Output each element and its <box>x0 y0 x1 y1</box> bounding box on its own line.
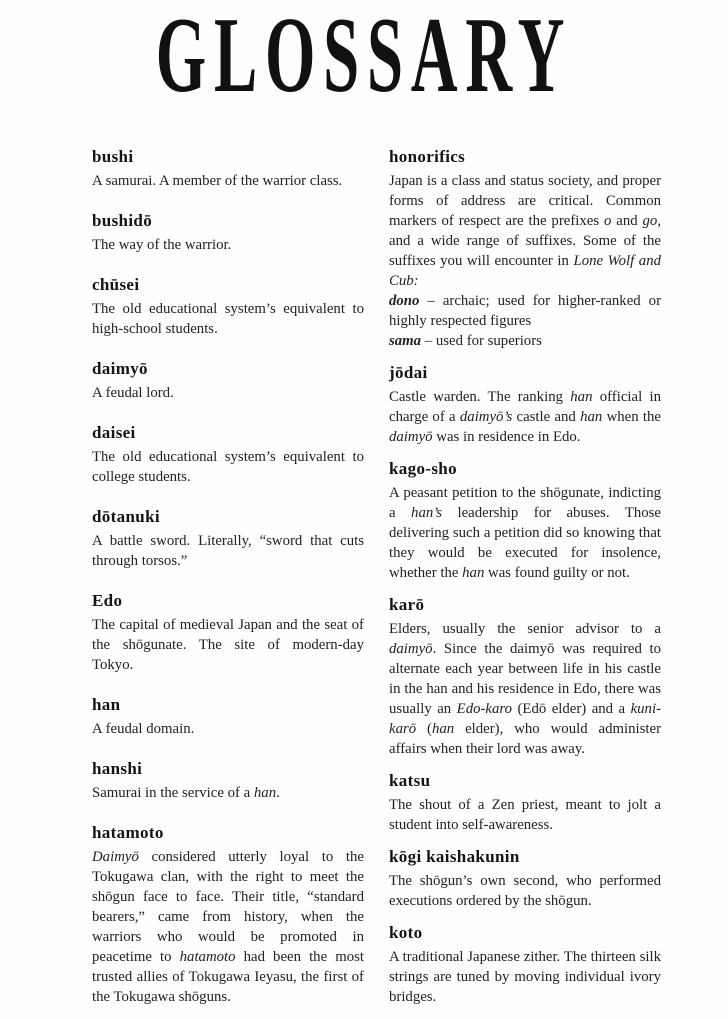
glossary-entry <box>389 146 661 351</box>
glossary-entry <box>92 822 364 1007</box>
glossary-definition <box>389 387 661 447</box>
glossary-definition <box>389 483 661 583</box>
glossary-definition <box>389 291 661 331</box>
glossary-term: hatamoto <box>92 823 164 842</box>
glossary-term: hanshi <box>92 759 143 778</box>
text-run: han <box>570 389 593 405</box>
glossary-entry <box>389 594 661 759</box>
text-run: considered utterly loyal to the Tokugawa clan, with the right to meet the shōgun face to face. Their title, “standard bearers,” came from history, when the warriors who would be promoted in peacetime to <box>92 849 364 965</box>
text-run: was in residence in Edo. <box>432 429 581 445</box>
glossary-definition <box>389 947 661 1007</box>
glossary-term: katsu <box>389 771 431 790</box>
glossary-definition <box>92 531 364 571</box>
glossary-term: dōtanuki <box>92 507 160 526</box>
text-run: when the <box>602 409 661 425</box>
text-run: official in charge of a <box>389 389 661 425</box>
glossary-term: bushidō <box>92 211 153 230</box>
text-run: Japan is a class and status society, and proper forms of address are critical. Common markers of respect are the prefixes <box>389 173 661 229</box>
glossary-term: kago-sho <box>389 459 457 478</box>
glossary-term: kōgi kaishakunin <box>389 847 520 866</box>
glossary-entry <box>389 770 661 835</box>
glossary-term: honorifics <box>389 147 466 166</box>
glossary-term: karō <box>389 595 425 614</box>
text-run: go <box>642 213 658 229</box>
text-run: A samurai. A member of the warrior class. <box>92 173 343 189</box>
glossary-entry <box>389 458 661 583</box>
glossary-entry <box>92 422 364 487</box>
glossary-term: chūsei <box>92 275 140 294</box>
glossary-definition <box>92 847 364 1007</box>
text-run: Elders, usually the senior advisor to a <box>389 621 661 637</box>
text-run: A battle sword. Literally, “sword that cuts through torsos.” <box>92 533 364 569</box>
text-run: The old educational system’s equivalent to college students. <box>92 449 364 485</box>
text-run: o <box>603 213 612 229</box>
text-run: hatamoto <box>179 949 236 965</box>
text-run: sama <box>389 333 422 349</box>
glossary-term: daimyō <box>92 359 148 378</box>
glossary-term: bushi <box>92 147 134 166</box>
glossary-definition <box>92 299 364 339</box>
text-run: had been the most trusted allies of Tokugawa Ieyasu, the first of the Tokugawa shōguns. <box>92 949 364 1005</box>
glossary-definition <box>389 795 661 835</box>
text-run: The capital of medieval Japan and the seat of the shōgunate. The site of modern-day Tokyo. <box>92 617 364 673</box>
text-run: and <box>611 213 643 229</box>
glossary-definition <box>389 171 661 291</box>
glossary-column-right <box>389 146 661 1019</box>
text-run: The old educational system’s equivalent to high-school students. <box>92 301 364 337</box>
glossary-term: Edo <box>92 591 123 610</box>
text-run: han’s <box>411 505 443 521</box>
text-run: han <box>462 565 485 581</box>
glossary-term: jōdai <box>389 363 428 382</box>
text-run: daimyō <box>389 641 433 657</box>
page-title: GLOSSARY <box>155 0 573 115</box>
glossary-columns <box>92 146 662 1019</box>
glossary-definition <box>92 383 364 403</box>
glossary-definition <box>92 447 364 487</box>
text-run: . <box>276 785 280 801</box>
page-header <box>0 0 728 115</box>
glossary-entry <box>92 274 364 339</box>
text-run: daimyō’s <box>459 409 513 425</box>
text-run: – used for superiors <box>421 333 542 349</box>
glossary-definition <box>92 783 364 803</box>
text-run: ( <box>416 721 432 737</box>
text-run: han <box>580 409 603 425</box>
glossary-entry <box>92 358 364 403</box>
glossary-entry <box>92 590 364 675</box>
glossary-entry <box>389 362 661 447</box>
text-run: han <box>253 785 277 801</box>
text-run: The way of the warrior. <box>92 237 232 253</box>
glossary-definition <box>389 871 661 911</box>
glossary-entry <box>92 694 364 739</box>
text-run: A peasant petition to the shōgunate, indicting a <box>389 485 661 521</box>
text-run: leadership for abuses. Those delivering such a petition did so knowing that they would be executed for insolence, whether the <box>389 505 661 581</box>
text-run: A feudal domain. <box>92 721 195 737</box>
glossary-term: han <box>92 695 121 714</box>
glossary-term: daisei <box>92 423 136 442</box>
glossary-definition <box>92 719 364 739</box>
glossary-definition <box>92 171 364 191</box>
text-run: dono <box>389 293 420 309</box>
text-run: daimyō <box>389 429 433 445</box>
glossary-entry <box>92 146 364 191</box>
text-run: kuni-karō <box>389 701 661 737</box>
text-run: Daimyō <box>92 849 139 865</box>
glossary-definition <box>389 331 661 351</box>
glossary-entry <box>389 846 661 911</box>
glossary-column-left <box>92 146 364 1019</box>
text-run: The shōgun’s own second, who performed executions ordered by the shōgun. <box>389 873 661 909</box>
text-run: han <box>431 721 455 737</box>
text-run: . Since the daimyō was required to alternate each year between life in his castle in the han and his residence in Edo, there was usually an <box>389 641 661 717</box>
glossary-entry <box>92 506 364 571</box>
text-run: Lone Wolf and Cub: <box>389 253 661 289</box>
glossary-entry <box>389 922 661 1007</box>
glossary-term: koto <box>389 923 423 942</box>
text-run: The shout of a Zen priest, meant to jolt a student into self-awareness. <box>389 797 661 833</box>
text-run: was found guilty or not. <box>484 565 630 581</box>
glossary-entry <box>92 210 364 255</box>
text-run: A traditional Japanese zither. The thirteen silk strings are tuned by moving individual ivory bridges. <box>389 949 661 1005</box>
text-run: (Edō elder) and a <box>512 701 631 717</box>
text-run: – archaic; used for higher-ranked or highly respected figures <box>389 293 661 329</box>
text-run: Samurai in the service of a <box>92 785 254 801</box>
text-run: Edo-karo <box>456 701 513 717</box>
text-run: Castle warden. The ranking <box>389 389 571 405</box>
text-run: elder), who would administer affairs when their lord was away. <box>389 721 661 757</box>
glossary-entry <box>92 758 364 803</box>
text-run: castle and <box>512 409 581 425</box>
glossary-definition <box>389 619 661 759</box>
glossary-definition <box>92 615 364 675</box>
text-run: A feudal lord. <box>92 385 174 401</box>
text-run: , and a wide range of suffixes. Some of the suffixes you will encounter in <box>389 213 662 269</box>
glossary-definition <box>92 235 364 255</box>
